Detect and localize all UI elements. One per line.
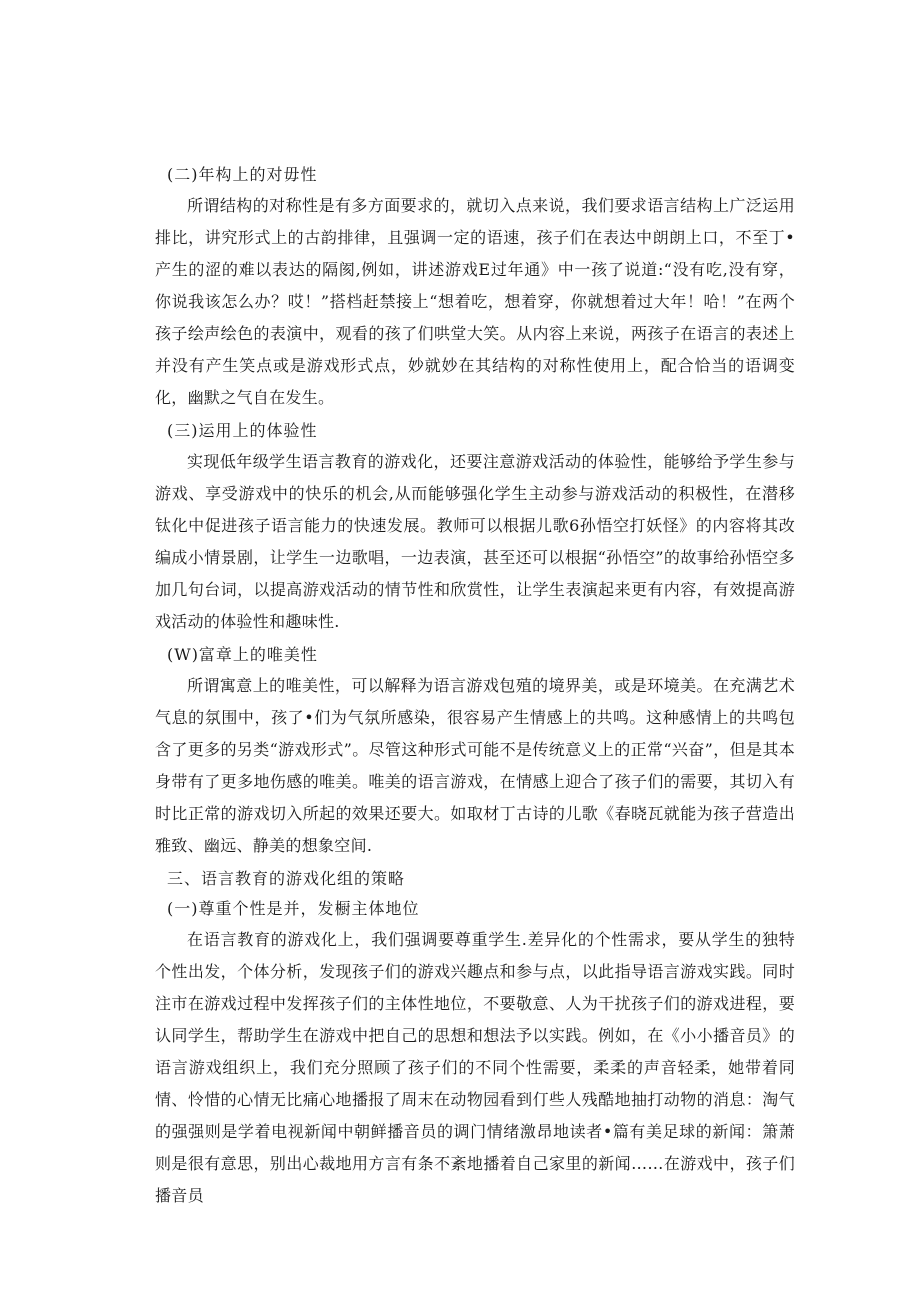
section-heading-structure: (二)年构上的对毋性 [167, 165, 318, 184]
section-heading-experience: (三)运用上的体验性 [167, 421, 318, 440]
chapter-heading-strategy: 三、语言教育的游戏化组的策略 [167, 869, 406, 888]
paragraph-aesthetic: 所谓寓意上的唯美性，可以解释为语言游戏包殖的境界美，或是环境美。在充满艺术气息的氛围中，孩了•们为气氛所感染，很容易产生情感上的共鸣。这种感情上的共鸣包含了更多的另类“游戏形式”。尽管这种形式可能不是传统意义上的正常“兴奋”，但是其本身带有了更多地伤感的唯美。唯美的语言游戏，在情感上迎合了孩子们的需要，其切入有时比正常的游戏切入所起的效果还要大。如取材丁古诗的儿歌《春晓瓦就能为孩子营造出雅致、幽远、静美的想象空间. [155, 676, 795, 855]
document-body [155, 160, 795, 1214]
paragraph-respect-individuality: 在语言教育的游戏化上，我们强调要尊重学生.差异化的个性需求，要从学生的独特个性出发，个体分析，发现孩子们的游戏兴趣点和参与点，以此指导语言游戏实践。同时注市在游戏过程中发挥孩子们的主体性地位，不要敬意、人为干扰孩子们的游戏进程，要认同学生，帮助学生在游戏中把自己的思想和想法予以实践。例如，在《小小播音员》的语言游戏组织上，我们充分照顾了孩子们的不同个性需要，柔柔的声音轻柔，她带着同情、怜惜的心情无比痛心地播报了周末在动物园看到仃些人残酷地抽打动物的消息：淘气的强强则是学着电视新闻中朝鲜播音员的调门情绪激昂地读者•篇有美足球的新闻：箫萧则是很有意思，别出心裁地用方言有条不紊地播着自己家里的新闻……在游戏中，孩子们播音员 [155, 930, 795, 1205]
paragraph-experience: 实现低年级学生语言教育的游戏化，还要注意游戏活动的体验性，能够给予学生参与游戏、享受游戏中的快乐的机会,从而能够强化学生主动参与游戏活动的积极性，在潜移钛化中促进孩子语言能力的快速发展。教师可以根据儿歌6孙悟空打妖怪》的内容将其改编成小情景剧，让学生一边歌唱，一边表演，甚至还可以根据“孙悟空”的故事给孙悟空多加几句台词，以提高游戏活动的情节性和欣赏性，让学生表演起来更有内容，有效提高游戏活动的体验性和趣味性. [155, 452, 795, 631]
section-heading-respect-individuality: (一)尊重个性是并，发橱主体地位 [167, 899, 420, 918]
paragraph-structure-symmetry: 所谓结构的对称性是有多方面要求的，就切入点来说，我们要求语言结构上广泛运用排比，讲究形式上的古韵排律，且强调一定的语速，孩子们在表达中朗朗上口，不至丁•产生的涩的难以表达的隔阂,例如，讲述游戏E过年通》中一孩了说道:“没有吃,没有穿，你说我该怎么办？哎！”搭档赶禁接上“想着吃，想着穿，你就想着过大年！哈！”在两个孩子绘声绘色的表演中，观看的孩了们哄堂大笑。从内容上来说，两孩子在语言的表述上并没有产生笑点或是游戏形式点，妙就妙在其结构的对称性使用上，配合恰当的语调变化，幽默之气自在发生。 [155, 196, 795, 407]
section-heading-aesthetic: (W)富章上的唯美性 [167, 645, 318, 664]
